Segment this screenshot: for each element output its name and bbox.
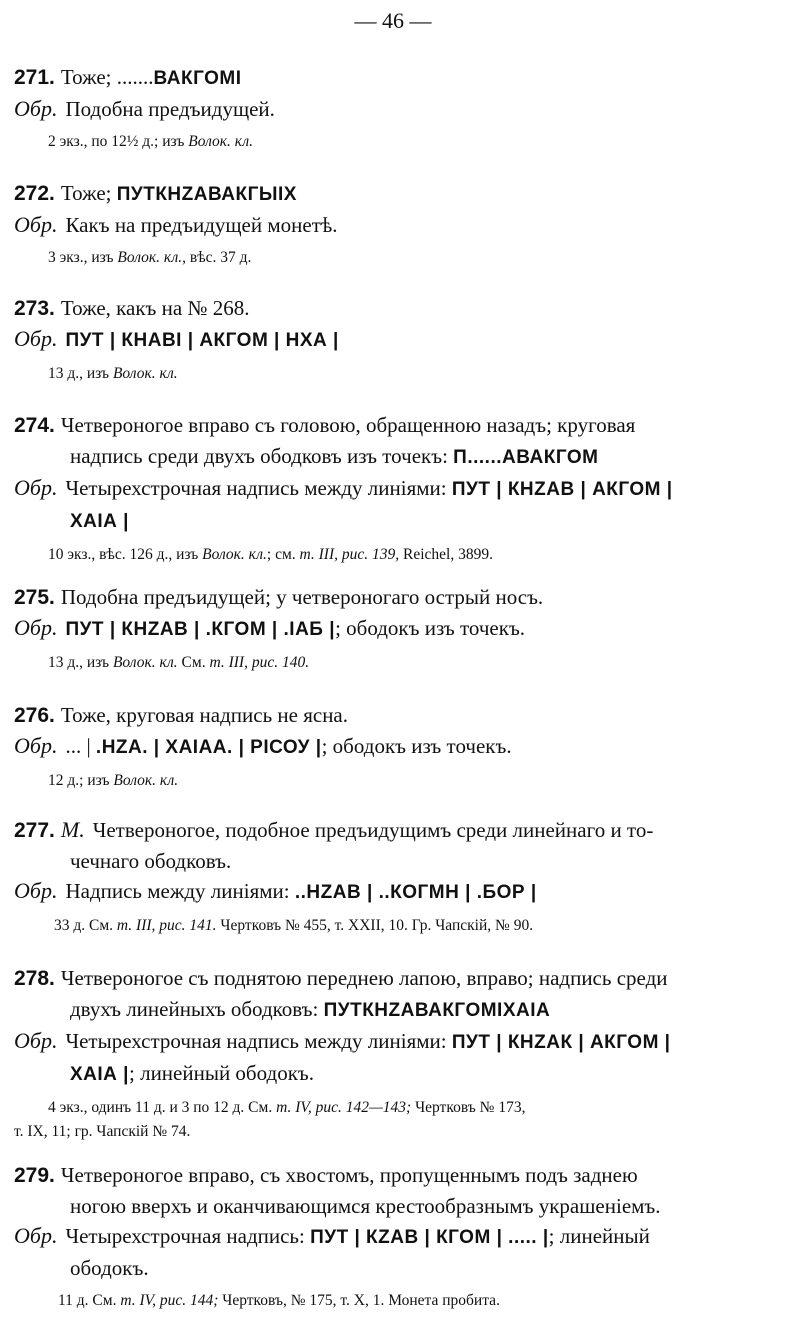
catalog-entry-272 (14, 178, 774, 270)
entry-description: Тоже; ....... (60, 65, 154, 89)
catalog-entry-275 (14, 582, 774, 675)
entry-number: 277. (14, 819, 55, 842)
entry-note: 10 экз., вѣс. 126 д., изъ Волок. кл.; см. т. III, рис. 139, Reichel, 3899. (48, 546, 493, 563)
catalog-entry-274 (14, 410, 774, 567)
entry-number: 273. (14, 297, 55, 320)
entry-description: Четвероногое, подобное предъидущимъ среди линейнаго и то- (92, 818, 654, 842)
coin-legend: ПУТ | КZАВ | КГОМ | ..... | (310, 1227, 549, 1248)
obverse-text: Подобна предъидущей. (65, 97, 275, 121)
obverse-label: Обр. (14, 1223, 58, 1248)
obverse-text: Четырехстрочная надпись между линіями: (65, 476, 447, 500)
obverse-text: Какъ на предъидущей монетѣ. (65, 213, 338, 237)
entry-number: 279. (14, 1164, 55, 1187)
catalog-entry-273 (14, 293, 774, 386)
coin-legend: ПУТ | КНZАК | АКГОМ | (451, 1032, 671, 1053)
catalog-entry-278 (14, 963, 774, 1144)
entry-description: Четвероногое вправо съ головою, обращенною назадъ; круговая (60, 413, 636, 437)
entry-description-cont: ногою вверхъ и оканчивающимся крестообразнымъ украшеніемъ. (70, 1194, 661, 1218)
entry-number: 276. (14, 704, 55, 727)
coin-legend: П......АВАКГОМ (453, 447, 599, 468)
entry-description: Тоже; (60, 181, 112, 205)
entry-note: 13 д., изъ Волок. кл. См. т. III, рис. 140. (48, 654, 310, 671)
obverse-label: Обр. (14, 615, 58, 640)
catalog-entry-276 (14, 700, 774, 793)
coin-legend: ХАІА | (70, 1064, 129, 1085)
entry-note-cont: т. IX, 11; гр. Чапскій № 74. (14, 1123, 191, 1140)
obverse-text: Четырехстрочная надпись между линіями: (65, 1029, 447, 1053)
entry-number: 275. (14, 586, 55, 609)
obverse-label: Обр. (14, 475, 58, 500)
entry-note: 3 экз., изъ Волок. кл., вѣс. 37 д. (48, 249, 252, 266)
obverse-text: ; ободокъ изъ точекъ. (335, 616, 526, 640)
entry-number: 274. (14, 414, 55, 437)
obverse-label: Обр. (14, 96, 58, 121)
entry-note: 2 экз., по 12½ д.; изъ Волок. кл. (48, 133, 253, 150)
coin-legend: ПУТКНZАВАКГЫІХ (116, 184, 297, 205)
entry-description-cont: чечнаго ободковъ. (70, 849, 232, 873)
obverse-label: Обр. (14, 878, 58, 903)
entry-description: Подобна предъидущей; у четвероногаго острый носъ. (60, 585, 544, 609)
catalog-entry-279 (14, 1160, 774, 1313)
entry-note: 33 д. См. т. III, рис. 141. Чертковъ № 455, т. XXII, 10. Гр. Чапскій, № 90. (54, 917, 534, 934)
obverse-label: Обр. (14, 326, 58, 351)
entry-number: 272. (14, 182, 55, 205)
coin-legend: ПУТ | КНZАВ | АКГОМ | (451, 479, 673, 500)
coin-legend: ПУТКНZАВАКГОМІХАІА (323, 1000, 551, 1021)
coin-legend: .НZА. | ХАІАА. | РІСОУ | (95, 737, 322, 758)
entry-mark: М. (60, 817, 85, 842)
obverse-text: Надпись между линіями: (65, 879, 290, 903)
entry-description-cont: надпись среди двухъ ободковъ изъ точекъ: (70, 444, 448, 468)
catalog-entry-271 (14, 62, 774, 154)
coin-legend: ..НZАВ | ..КОГМН | .БОР | (294, 882, 537, 903)
entry-description: Тоже, какъ на № 268. (60, 296, 250, 320)
entry-description-cont: двухъ линейныхъ ободковъ: (70, 997, 319, 1021)
entry-note: 4 экз., одинъ 11 д. и 3 по 12 д. См. т. IV, рис. 142—143; Чертковъ № 173, (48, 1099, 526, 1116)
entry-note: 11 д. См. т. IV, рис. 144; Чертковъ, № 175, т. X, 1. Монета пробита. (58, 1292, 500, 1309)
obverse-text: ; ободокъ изъ точекъ. (321, 734, 512, 758)
obverse-label: Обр. (14, 1028, 58, 1053)
entry-description: Тоже, круговая надпись не ясна. (60, 703, 349, 727)
obverse-text: ; линейный (548, 1224, 650, 1248)
coin-legend: ХАІА | (70, 511, 129, 532)
entry-number: 271. (14, 66, 55, 89)
obverse-label: Обр. (14, 733, 58, 758)
entry-description: Четвероногое съ поднятою переднею лапою, вправо; надпись среди (60, 966, 668, 990)
obverse-text: ... | (65, 734, 91, 758)
entry-number: 278. (14, 967, 55, 990)
entry-note: 13 д., изъ Волок. кл. (48, 365, 178, 382)
entry-note: 12 д.; изъ Волок. кл. (48, 772, 179, 789)
obverse-label: Обр. (14, 212, 58, 237)
entry-description: Четвероногое вправо, съ хвостомъ, пропущеннымъ подъ заднею (60, 1163, 638, 1187)
catalog-entry-277 (14, 815, 774, 938)
coin-legend: ВАКГОМІ (153, 68, 242, 89)
obverse-text-cont: ободокъ. (70, 1256, 149, 1280)
coin-legend: ПУТ | КНZАВ | .КГОМ | .ІАБ | (65, 619, 336, 640)
obverse-text: Четырехстрочная надпись: (65, 1224, 305, 1248)
obverse-text: ; линейный ободокъ. (129, 1061, 315, 1085)
coin-legend: ПУТ | КНАВІ | АКГОМ | НХА | (65, 330, 339, 351)
page-number: — 46 — (354, 8, 432, 33)
